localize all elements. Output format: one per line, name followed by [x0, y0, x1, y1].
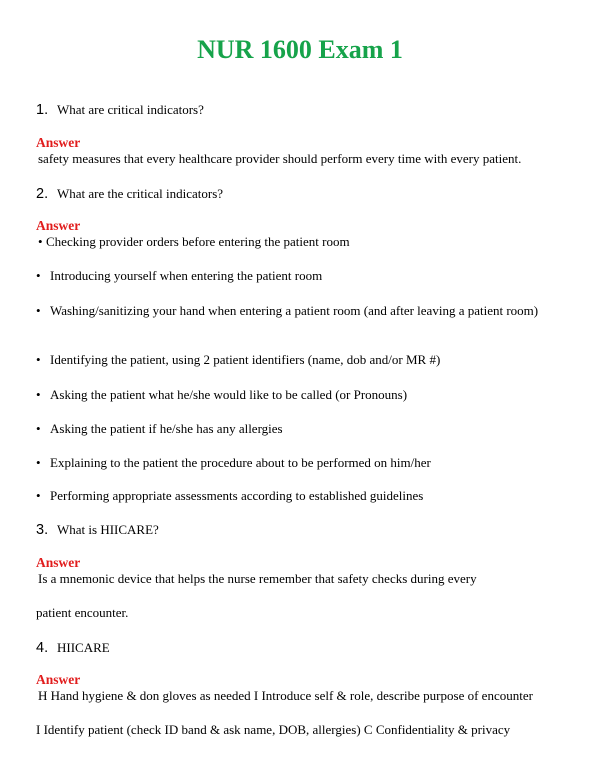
- bullet-item: [36, 268, 322, 284]
- answer-label: Answer: [36, 135, 81, 150]
- question-number: 2.: [36, 186, 49, 202]
- bullet-item: [36, 352, 440, 368]
- bullet-text: Explaining to the patient the procedure about to be performed on him/her: [50, 455, 431, 470]
- answer-label: Answer: [36, 218, 81, 233]
- bullet-text: Asking the patient if he/she has any allergies: [50, 421, 283, 436]
- bullet-glyph: •: [36, 303, 41, 318]
- answer-label: Answer: [36, 555, 81, 570]
- bullet-item: [36, 387, 407, 403]
- question-text: What are the critical indicators?: [57, 186, 224, 201]
- answer-text: H Hand hygiene & don gloves as needed I Introduce self & role, describe purpose of encounter: [38, 688, 533, 703]
- answer-text: patient encounter.: [36, 605, 129, 620]
- bullet-text: Asking the patient what he/she would like to be called (or Pronouns): [50, 387, 408, 402]
- bullet-glyph: •: [36, 352, 41, 367]
- document-title: NUR 1600 Exam 1: [197, 35, 403, 64]
- bullet-glyph: •: [36, 268, 41, 283]
- bullet-text: Checking provider orders before entering the patient room: [46, 234, 350, 249]
- answer-text: Is a mnemonic device that helps the nurse remember that safety checks during every: [38, 571, 477, 586]
- bullet-glyph: •: [36, 421, 41, 436]
- bullet-item: [36, 455, 431, 471]
- answer-text: safety measures that every healthcare provider should perform every time with every patient.: [38, 151, 522, 166]
- question-number: 1.: [36, 102, 49, 118]
- bullet-text: Introducing yourself when entering the patient room: [50, 268, 323, 283]
- bullet-item: [36, 302, 541, 319]
- question-1: [36, 102, 204, 118]
- bullet-glyph: •: [38, 234, 43, 249]
- question-text: HIICARE: [57, 640, 110, 655]
- answer-text: I Identify patient (check ID band & ask name, DOB, allergies) C Confidentiality & privacy: [36, 722, 511, 737]
- bullet-glyph: •: [36, 387, 41, 402]
- question-number: 3.: [36, 522, 49, 538]
- question-number: 4.: [36, 640, 49, 656]
- bullet-item: [36, 488, 423, 504]
- bullet-glyph: •: [36, 488, 41, 503]
- bullet-glyph: •: [36, 455, 41, 470]
- bullet-text: Performing appropriate assessments according to established guidelines: [50, 488, 424, 503]
- question-text: What are critical indicators?: [57, 102, 204, 117]
- bullet-text: Identifying the patient, using 2 patient identifiers (name, dob and/or MR #): [50, 352, 441, 367]
- question-text: What is HIICARE?: [57, 522, 159, 537]
- question-3: [36, 522, 159, 538]
- bullet-item: [36, 421, 283, 437]
- bullet-item: [38, 234, 350, 250]
- answer-label: Answer: [36, 672, 81, 687]
- bullet-text: Washing/sanitizing your hand when entering a patient room (and after leaving a patient room): [50, 303, 539, 318]
- question-4: [36, 640, 110, 656]
- question-2: [36, 186, 223, 202]
